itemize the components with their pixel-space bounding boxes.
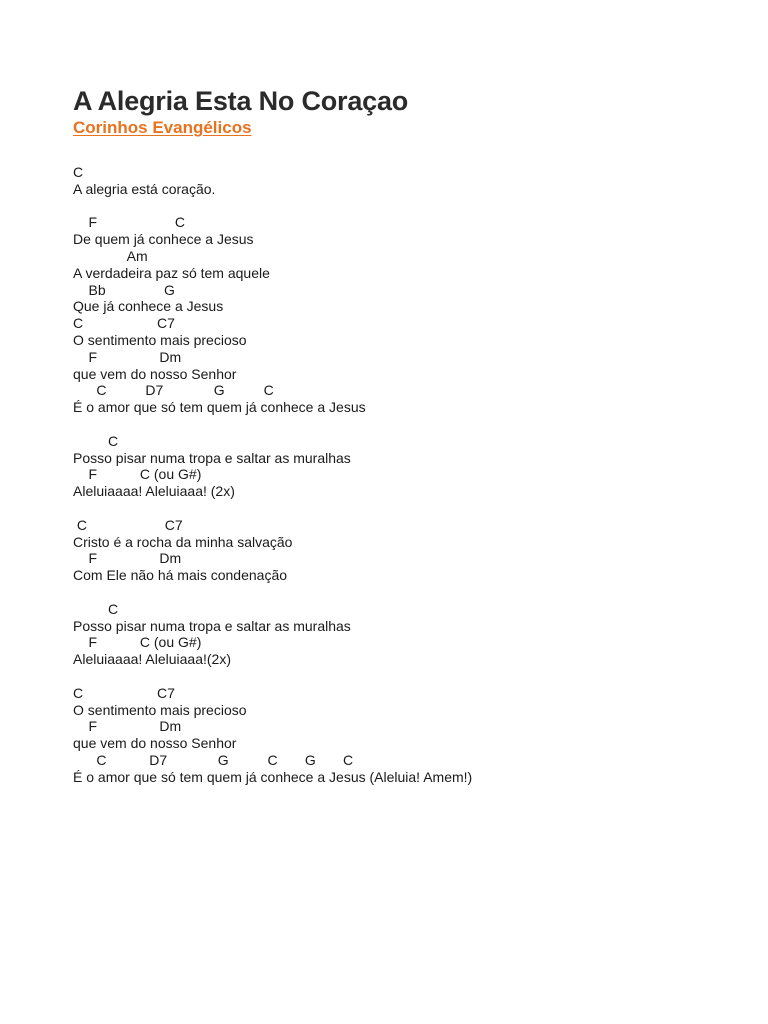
lyric-line: Posso pisar numa tropa e saltar as muralhas — [73, 449, 351, 466]
chord-line: C C7 — [73, 684, 175, 701]
chord-line: C C7 — [73, 315, 175, 332]
lyric-line: É o amor que só tem quem já conhece a Jesus — [73, 399, 366, 416]
chord-line: C D7 G C — [73, 382, 274, 399]
lyric-line: que vem do nosso Senhor — [73, 735, 237, 752]
chord-line: F Dm — [73, 550, 182, 567]
lyric-line: Posso pisar numa tropa e saltar as muralhas — [73, 617, 351, 634]
lyric-line: É o amor que só tem quem já conhece a Jesus (Aleluia! Amem!) — [73, 768, 473, 785]
lyric-line: O sentimento mais precioso — [73, 701, 247, 718]
blank-line — [73, 668, 753, 685]
song-title: A Alegria Esta No Coraçao — [73, 86, 409, 116]
lyric-line: Cristo é a rocha da minha salvação — [73, 533, 293, 550]
lyric-line: Aleluiaaaa! Aleluiaaa!(2x) — [73, 651, 231, 668]
chord-line: F Dm — [73, 718, 182, 735]
blank-line — [73, 198, 753, 215]
blank-line — [73, 584, 753, 601]
lyric-line: A verdadeira paz só tem aquele — [73, 264, 270, 281]
lyric-line: O sentimento mais precioso — [73, 331, 247, 348]
artist-link[interactable]: Corinhos Evangélicos — [73, 118, 252, 137]
chord-line: F C (ou G#) — [73, 634, 202, 651]
chord-line: Bb G — [73, 281, 175, 298]
lyric-line: Que já conhece a Jesus — [73, 298, 224, 315]
chord-line: C — [73, 432, 119, 449]
lyric-line: Com Ele não há mais condenação — [73, 567, 288, 584]
chord-line: Am — [73, 247, 148, 264]
lyric-line: De quem já conhece a Jesus — [73, 231, 254, 248]
song-body — [73, 164, 753, 785]
chord-line: F C (ou G#) — [73, 466, 202, 483]
blank-line — [73, 500, 753, 517]
chord-line: C — [73, 600, 119, 617]
chord-line: C — [73, 164, 84, 180]
chord-line: C C7 — [73, 516, 183, 533]
lyric-line: que vem do nosso Senhor — [73, 365, 237, 382]
chord-line: F C — [73, 214, 186, 231]
lyric-line: A alegria está coração. — [73, 180, 216, 197]
blank-line — [73, 416, 753, 433]
chord-line: C D7 G C G C — [73, 751, 354, 768]
lyric-line: Aleluiaaaa! Aleluiaaa! (2x) — [73, 483, 235, 500]
chord-line: F Dm — [73, 348, 182, 365]
